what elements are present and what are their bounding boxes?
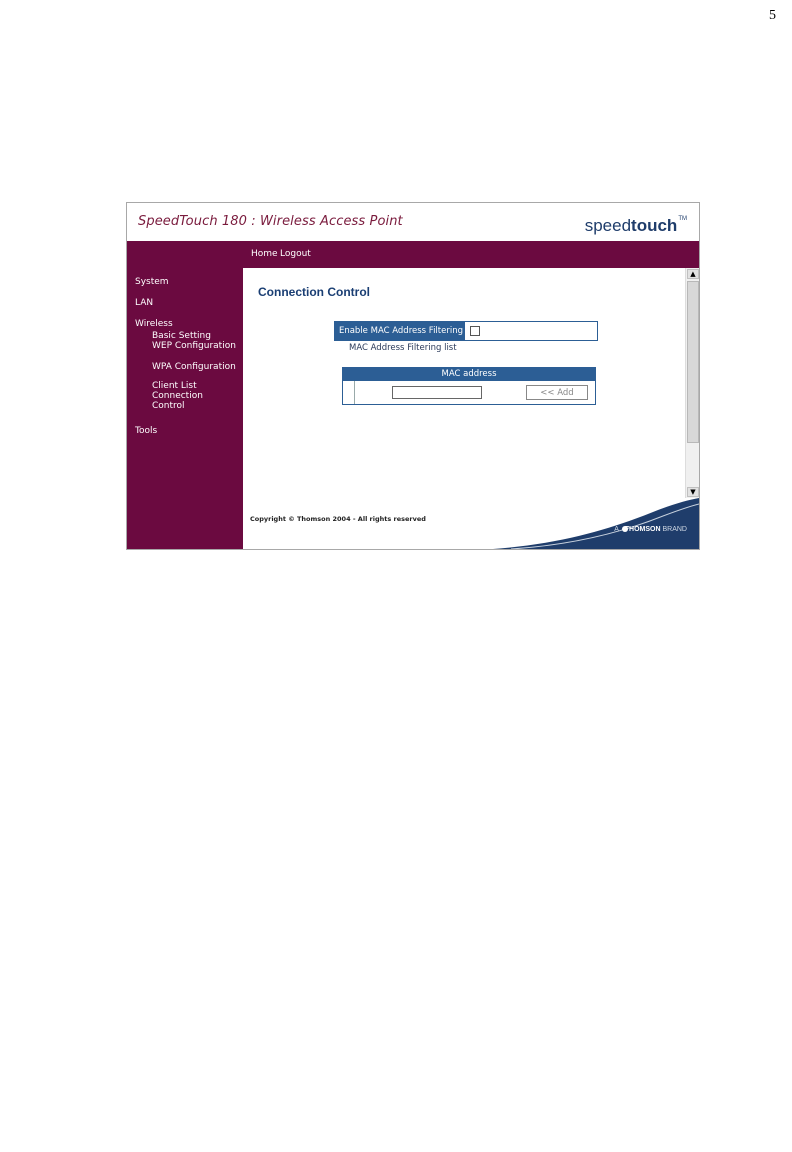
table-cell [343, 381, 355, 404]
logout-link[interactable]: Logout [280, 249, 311, 259]
filtering-list-label: MAC Address Filtering list [349, 343, 457, 353]
sidebar-item-client-list[interactable]: Client List [152, 381, 197, 391]
vertical-scrollbar[interactable] [685, 268, 700, 498]
footer [243, 498, 699, 549]
sidebar-item-wireless[interactable]: Wireless [135, 319, 173, 329]
thomson-brand [614, 526, 687, 533]
add-button[interactable]: << Add [526, 385, 588, 400]
sidebar-item-connection[interactable]: Connection [152, 391, 203, 401]
page-title: Connection Control [258, 285, 370, 299]
sidebar-item-control[interactable]: Control [152, 401, 185, 411]
header [127, 203, 699, 242]
thomson-prefix: A [614, 526, 619, 533]
speedtouch-logo [585, 216, 687, 236]
sidebar-item-wep-configuration[interactable]: WEP Configuration [152, 341, 236, 351]
thomson-wave-graphic [243, 498, 699, 549]
copyright-text: Copyright © Thomson 2004 - All rights reserved [250, 515, 426, 523]
brand-touch: touch [631, 216, 678, 235]
thomson-suffix: BRAND [662, 526, 687, 533]
mac-address-table [342, 367, 596, 405]
sidebar-item-basic-setting[interactable]: Basic Setting [152, 331, 211, 341]
sidebar-item-lan[interactable]: LAN [135, 298, 154, 308]
top-nav [243, 241, 699, 268]
sidebar-item-system[interactable]: System [135, 277, 169, 287]
enable-mac-filtering-label: Enable MAC Address Filtering : [335, 322, 465, 340]
brand-tm: TM [678, 216, 687, 222]
scroll-down-arrow-icon[interactable]: ▼ [687, 487, 699, 497]
sidebar-item-wpa-configuration[interactable]: WPA Configuration [152, 362, 236, 372]
scroll-thumb[interactable] [687, 281, 699, 443]
sidebar-item-tools[interactable]: Tools [135, 426, 158, 436]
mac-table-header: MAC address [343, 368, 595, 381]
enable-mac-filtering-checkbox[interactable] [470, 326, 480, 336]
main-content [243, 268, 685, 498]
mac-address-input[interactable] [392, 386, 482, 399]
brand-speed: speed [584, 216, 632, 235]
thomson-name: THOMSON [624, 526, 661, 533]
browser-window [126, 202, 700, 550]
app-title: SpeedTouch 180 : Wireless Access Point [138, 214, 403, 229]
page-number: 5 [769, 8, 776, 23]
home-link[interactable]: Home [251, 249, 278, 259]
scroll-up-arrow-icon[interactable]: ▲ [687, 269, 699, 279]
sidebar [127, 241, 243, 549]
